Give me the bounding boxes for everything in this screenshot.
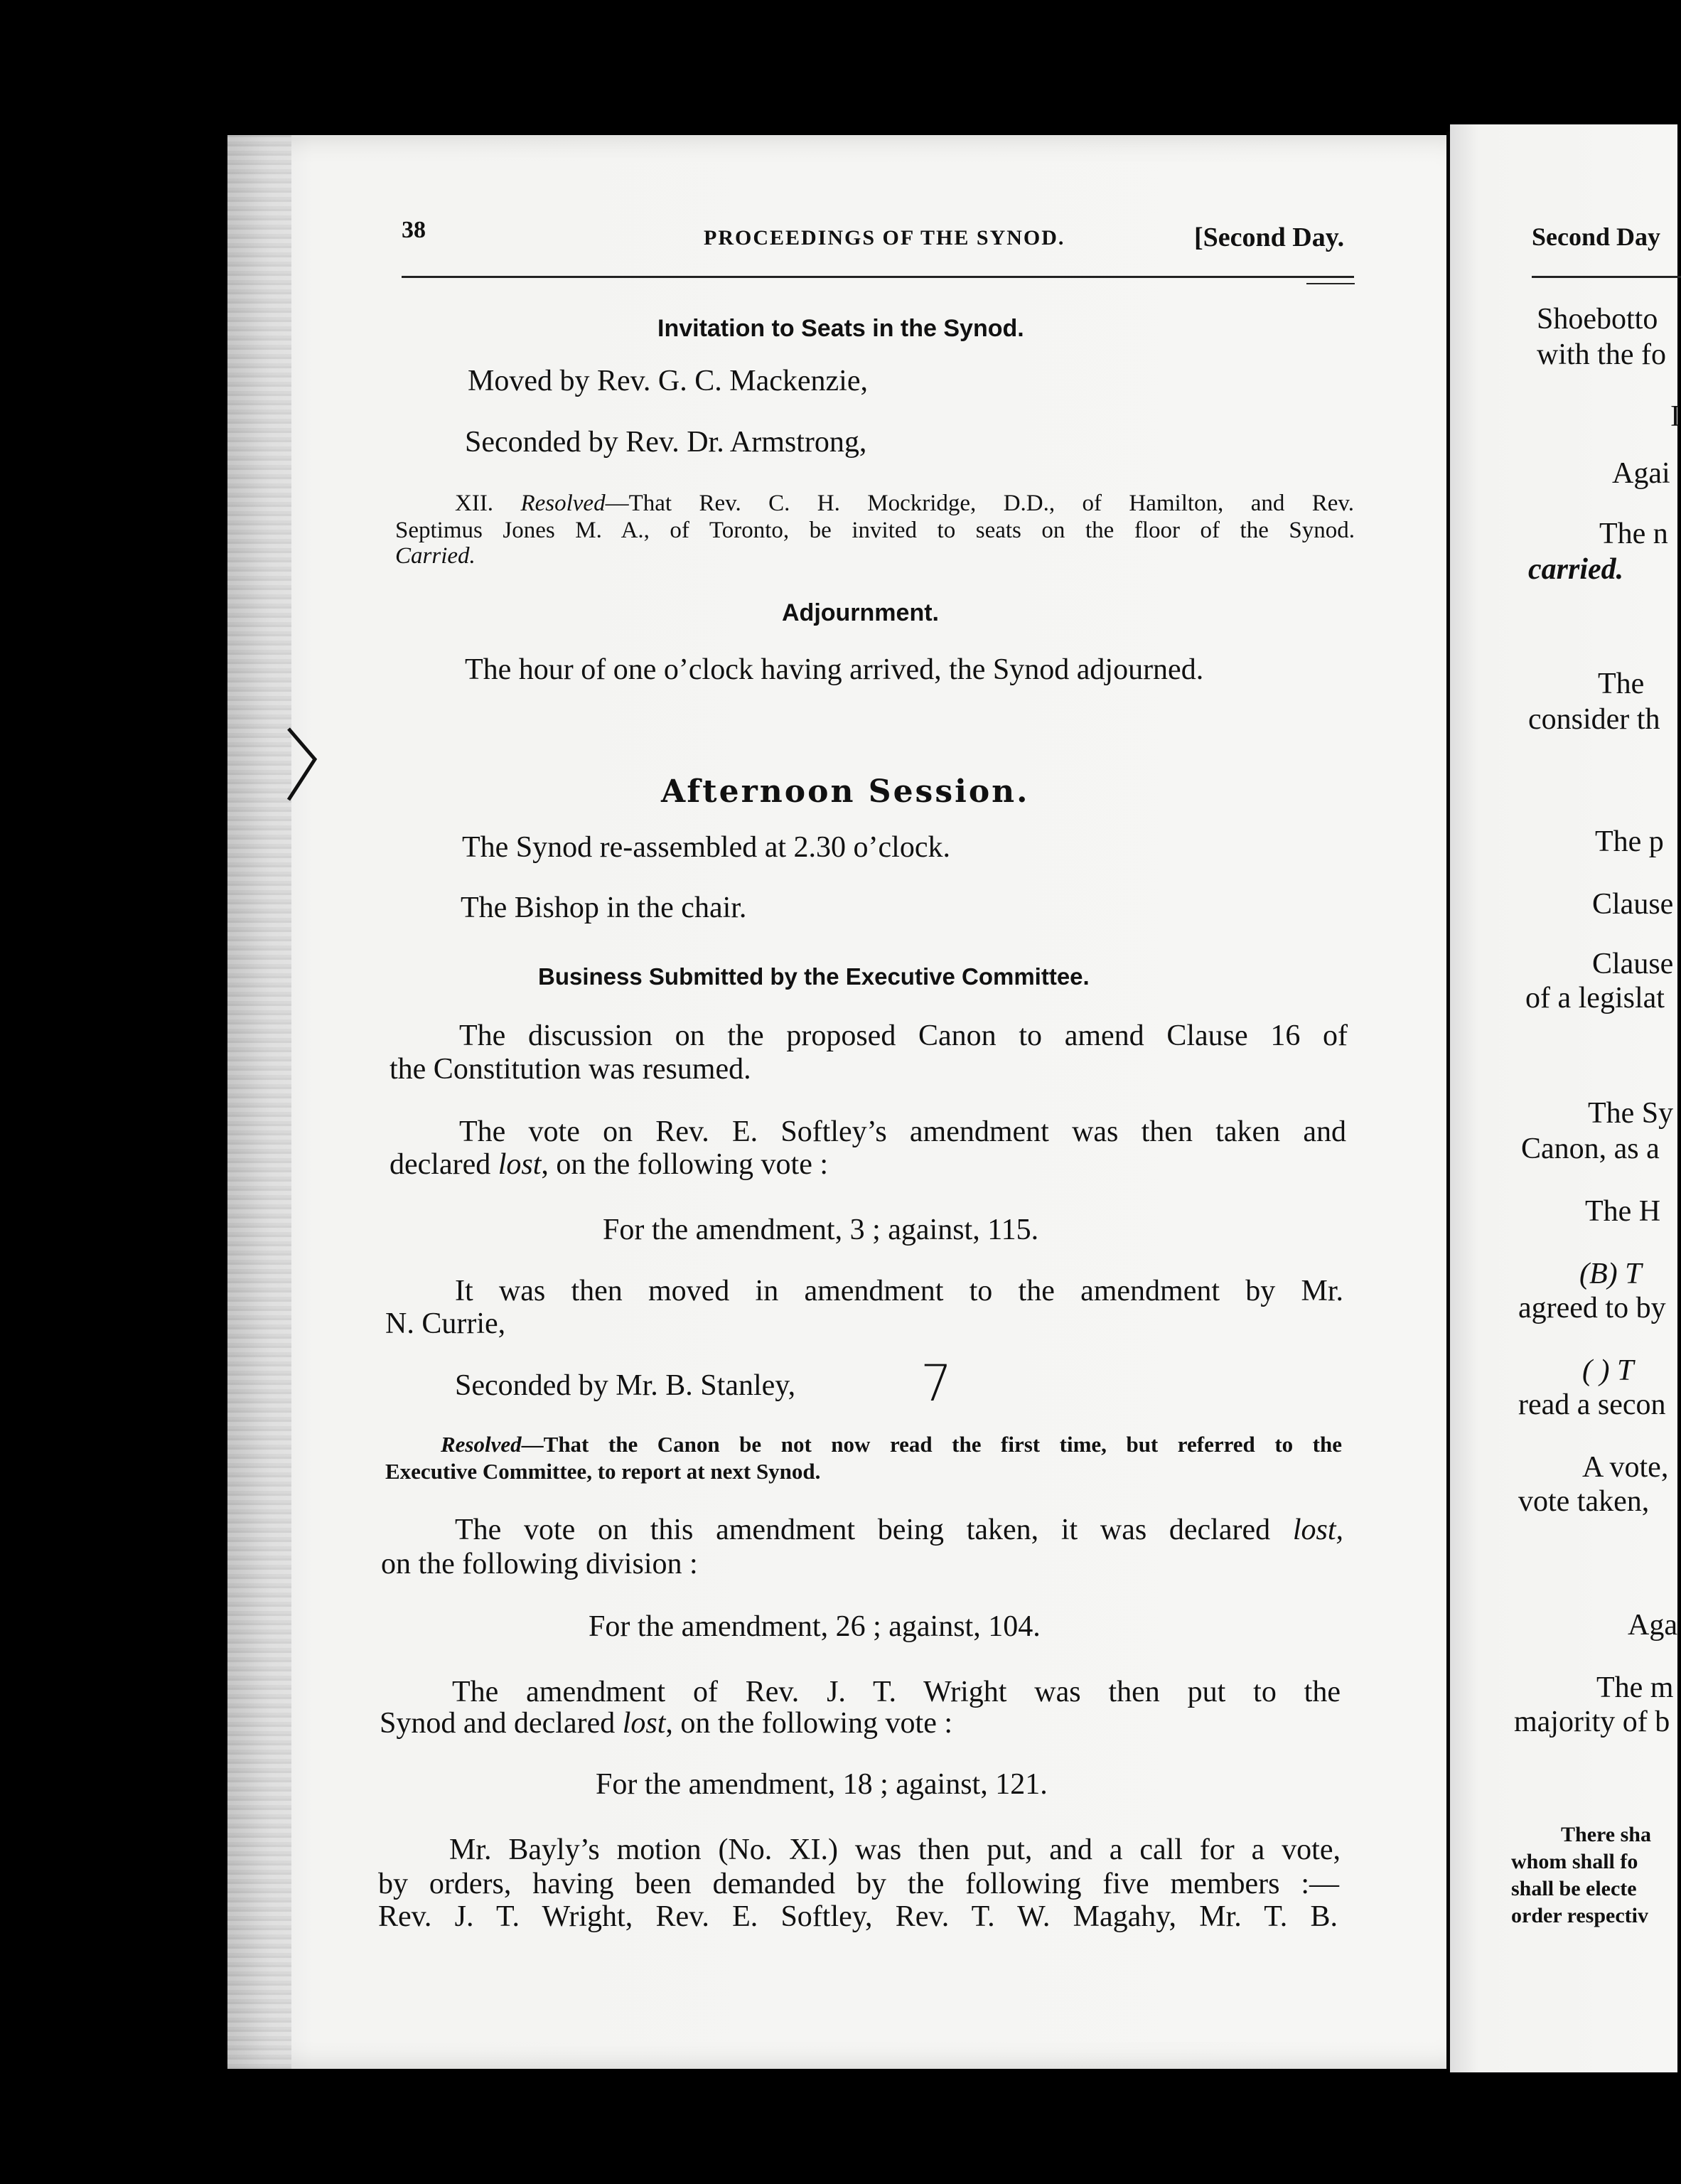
right-line: The H — [1585, 1195, 1661, 1228]
right-line: vote taken, — [1518, 1485, 1650, 1518]
bayly-motion-line3: Rev. J. T. Wright, Rev. E. Softley, Rev. T. W. Magahy, Mr. T. B. — [378, 1900, 1338, 1933]
invitation-heading: Invitation to Seats in the Synod. — [657, 315, 1024, 342]
right-header-rule — [1532, 276, 1681, 278]
vote-tally-2: For the amendment, 26 ; against, 104. — [589, 1610, 1041, 1643]
bayly-motion-line1: Mr. Bayly’s motion (No. XI.) was then put, and a call for a vote, — [449, 1834, 1341, 1866]
right-line: Shoebotto — [1537, 303, 1658, 336]
right-line: of a legislat — [1525, 982, 1665, 1015]
currie-amendment-line2: N. Currie, — [385, 1307, 506, 1340]
right-line: I — [1670, 400, 1680, 433]
division-line1: The vote on this amendment being taken, it was declared lost, — [455, 1514, 1343, 1546]
resolution-xii-line2: Septimus Jones M. A., of Toronto, be invited to seats on the floor of the Synod. — [395, 518, 1355, 543]
page-number: 38 — [402, 217, 426, 243]
binding-clip-mark — [283, 725, 326, 803]
right-line: majority of b — [1514, 1706, 1670, 1738]
handwritten-margin-mark: 7 — [920, 1354, 952, 1413]
right-line: There sha — [1561, 1823, 1651, 1846]
header-rule — [402, 276, 1354, 278]
afternoon-session-heading: Afternoon Session. — [661, 774, 1030, 810]
right-line: The Sy — [1588, 1097, 1674, 1130]
right-line: The m — [1596, 1671, 1674, 1704]
resolved-word: Resolved — [520, 491, 606, 516]
right-line: shall be electe — [1511, 1877, 1637, 1900]
discussion-line2: the Constitution was resumed. — [390, 1053, 751, 1086]
right-line: Clause — [1592, 888, 1674, 921]
adjournment-text: The hour of one o’clock having arrived, the Synod adjourned. — [465, 653, 1204, 686]
right-line: Agai — [1612, 457, 1670, 490]
softley-vote-line1: The vote on Rev. E. Softley’s amendment was then taken and — [459, 1115, 1346, 1148]
wright-amendment-line1: The amendment of Rev. J. T. Wright was then put to the — [452, 1676, 1341, 1708]
right-line: consider th — [1528, 703, 1660, 736]
right-line: A vote, — [1582, 1451, 1669, 1484]
seconded-by: Seconded by Rev. Dr. Armstrong, — [465, 426, 867, 459]
business-heading: Business Submitted by the Executive Committee. — [538, 963, 1090, 990]
resolution-number: XII. — [455, 491, 494, 516]
vote-tally-3: For the amendment, 18 ; against, 121. — [596, 1768, 1048, 1801]
header-rule-tail — [1306, 283, 1355, 284]
right-line: The p — [1595, 825, 1664, 858]
right-line: with the fo — [1537, 338, 1666, 371]
currie-resolution-line2: Executive Committee, to report at next Synod. — [385, 1459, 821, 1484]
discussion-line1: The discussion on the proposed Canon to amend Clause 16 of — [459, 1019, 1348, 1052]
moved-by: Moved by Rev. G. C. Mackenzie, — [468, 365, 868, 397]
right-line: Aga — [1628, 1609, 1677, 1642]
right-line: read a secon — [1518, 1388, 1666, 1421]
resolution-xii-line1 — [455, 491, 1354, 517]
running-title: PROCEEDINGS OF THE SYNOD. — [704, 226, 1065, 250]
stanley-seconded: Seconded by Mr. B. Stanley, — [455, 1369, 796, 1402]
right-line: ( ) T — [1582, 1354, 1634, 1387]
day-label: [Second Day. — [1194, 223, 1345, 252]
right-line: carried. — [1528, 553, 1624, 586]
right-page-header: Second Day — [1532, 223, 1661, 251]
wright-amendment-line2: Synod and declared lost, on the following vote : — [380, 1707, 953, 1740]
right-line: order respectiv — [1511, 1904, 1648, 1927]
right-line: (B) T — [1579, 1258, 1642, 1290]
right-line: Clause — [1592, 948, 1674, 980]
adjournment-heading: Adjournment. — [782, 599, 939, 626]
right-line: The n — [1599, 518, 1668, 550]
right-line: Canon, as a — [1521, 1133, 1660, 1165]
carried-note: Carried. — [395, 543, 476, 569]
division-line2: on the following division : — [381, 1548, 698, 1580]
reassembled-text: The Synod re-assembled at 2.30 o’clock. — [462, 831, 950, 864]
vote-tally-1: For the amendment, 3 ; against, 115. — [603, 1214, 1039, 1246]
currie-resolution-line1: Resolved—That the Canon be not now read the first time, but referred to the — [441, 1432, 1342, 1457]
right-line: agreed to by — [1518, 1292, 1666, 1324]
right-line: whom shall fo — [1511, 1850, 1638, 1873]
resolution-text: —That Rev. C. H. Mockridge, D.D., of Hamilton, and Rev. — [605, 491, 1355, 516]
bishop-chair-text: The Bishop in the chair. — [461, 892, 747, 924]
softley-vote-line2: declared lost, on the following vote : — [390, 1148, 829, 1181]
right-line: The — [1598, 668, 1645, 700]
page-binding-edge — [227, 135, 291, 2069]
bayly-motion-line2: by orders, having been demanded by the following five members :— — [378, 1868, 1339, 1900]
currie-amendment-line1: It was then moved in amendment to the amendment by Mr. — [455, 1275, 1343, 1307]
